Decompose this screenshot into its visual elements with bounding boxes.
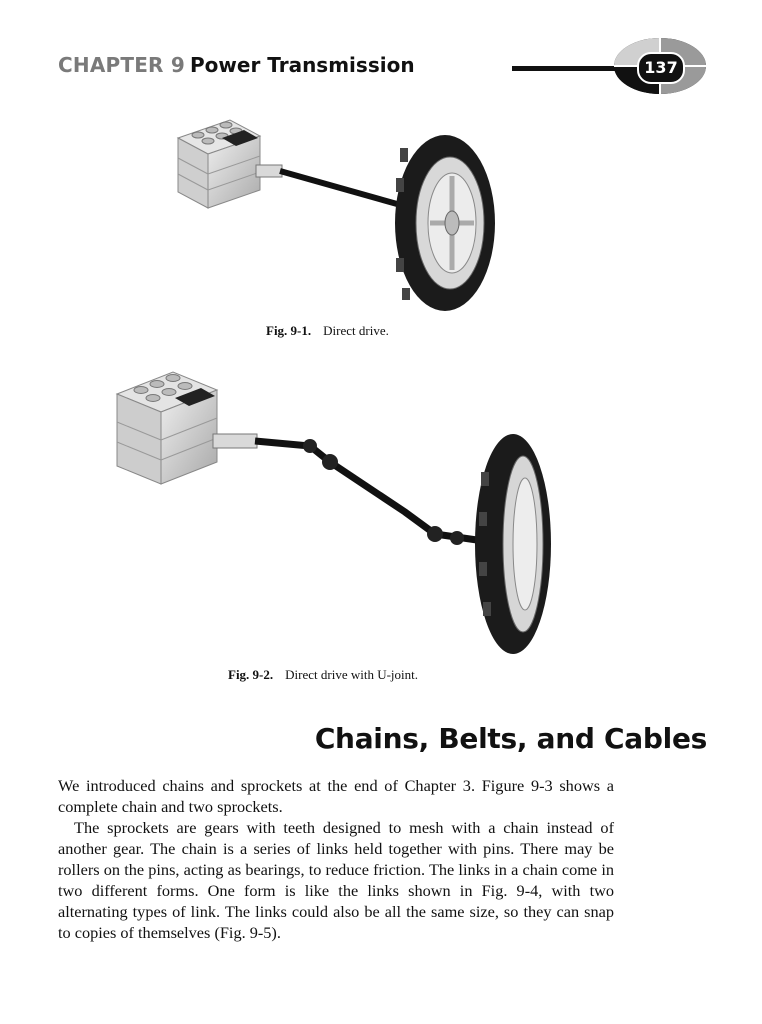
figure-9-1-caption — [266, 323, 389, 339]
figure-9-2-text: Direct drive with U-joint. — [285, 667, 418, 682]
chapter-label: CHAPTER 9 — [58, 53, 185, 77]
figure-direct-drive-u-joint — [105, 362, 575, 662]
page-number: 137 — [637, 52, 685, 84]
chapter-title: Power Transmission — [190, 53, 415, 77]
figure-9-1-text: Direct drive. — [323, 323, 389, 338]
figure-9-2-number: Fig. 9-2. — [228, 667, 274, 682]
body-text — [58, 775, 614, 943]
figure-9-2-caption — [228, 667, 418, 683]
figure-9-1-number: Fig. 9-1. — [266, 323, 312, 338]
paragraph-2: The sprockets are gears with teeth designed to mesh with a chain instead of another gear. The chain is a series of links held together with pins. There may be rollers on the pins, acting as bearings, to reduce friction. The links in a chain come in two different forms. One form is like the links shown in Fig. 9-4, with two alternating types of link. The links could also be all the same size, so they can snap to copies of themselves (Fig. 9-5). — [58, 818, 614, 942]
paragraph-1: We introduced chains and sprockets at the end of Chapter 3. Figure 9-3 shows a complete chain and two sprockets. — [58, 776, 614, 816]
page-header — [0, 0, 762, 110]
section-heading: Chains, Belts, and Cables — [314, 722, 707, 755]
figure-direct-drive — [160, 108, 520, 318]
header-rule — [512, 66, 622, 71]
